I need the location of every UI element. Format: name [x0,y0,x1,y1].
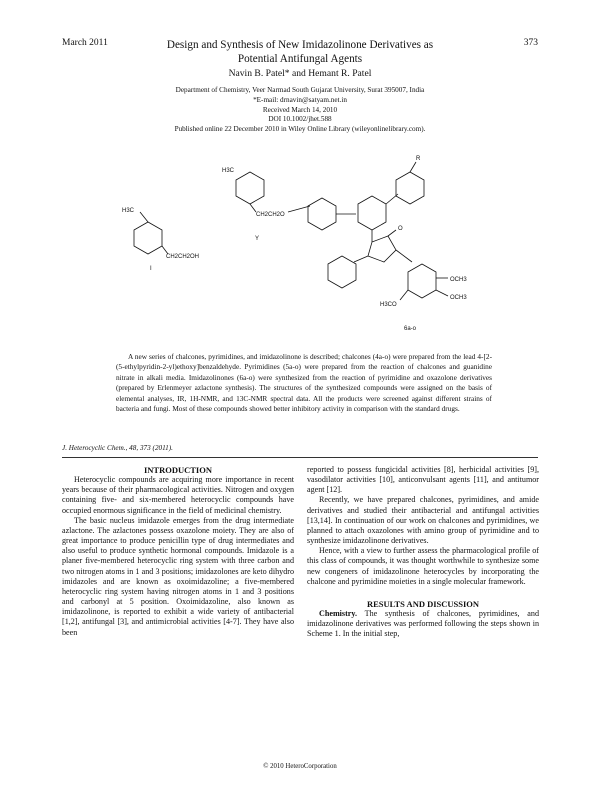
department: Department of Chemistry, Veer Narmad South Gujarat University, Surat 395007, India [175,86,425,94]
intro-paragraph-5: Hence, with a view to further assess the pharmacological profile of this class of compounds, it was thought worthwhile to synthesize some new congeners of imidazolinone heterocycles by incorporating the chalcone and pyrimidine moieties in a single molecular framework. [307,546,539,586]
intro-paragraph-3-continued: reported to possess fungicidal activities [8], herbicidal activities [9], vasodilator activities [10], anticonvulsant agents [11], and antitumor agent [12]. [307,465,539,495]
label-ch2ch2o: CH2CH2O [256,212,285,218]
page-number: 373 [523,38,538,48]
intro-paragraph-1: Heterocyclic compounds are acquiring more importance in recent years because of their pharmacological activities. Nitrogen and oxygen containing five- and six-membered heterocyclic compounds have occupied enormous significance in the field of medicinal chemistry. [62,475,294,515]
label-o: O [398,226,403,232]
label-y: Y [255,236,260,242]
pyridine-ring-left [134,222,162,254]
label-h3c-top: H3C [222,168,235,174]
phenyl-ring-middle [308,198,336,230]
abstract: A new series of chalcones, pyrimidines, and imidazolinone is described; chalcones (4a-o) were prepared from the lead 4-[2-(5-ethylpyridin-2-yl)ethoxy]benzaldehyde. Pyrimidines (5a-o) were prepared from the reaction of chalcones and guanidine nitrate in alkali media. Imidazolinones (6a-o) were synthesized from the reaction of pyrimidine and oxazolone derivatives (prepared by Erlenmeyer azlactone synthesis). The structures of the synthesized compounds were assigned on the basis of elemental analyses, IR, 1H-NMR, and 13C-NMR spectral data. All the products were screened against different strains of bacteria and fungi. Most of these compounds showed better inhibitory activity in comparison with the standard drugs. [116,352,492,414]
divider [62,457,538,458]
title-line-2: Potential Antifungal Agents [237,53,363,65]
intro-paragraph-2: The basic nucleus imidazole emerges from the drug intermediate azlactone. The azlactones possess oxazolone moiety. They are also of great importance to produce penicillin type of drug intermediates and also useful to produce synthetic hormonal compounds. Imidazole is a planer five-membered heterocyclic ring system with three carbon and two nitrogen atoms in 1 and 3 positions; imidazolones are keto dihydro imidazoles and are known as oxoimidazoline; a five-membered heterocyclic ring system having nitrogen atoms in 1 and 3 positions and carbonyl at 5 position. Oxoimidazoline, also known as imidazolinone, is reported to exhibit a wide variety of antibacterial [1,2], antifungal [3], and antimicrobial activities [4-7]. They have also been [62,515,294,637]
article-title [0,38,600,66]
phenyl-ring-lower-left [328,256,356,288]
affiliation-block [0,86,600,135]
column-right [307,465,539,640]
label-och3-b: OCH3 [450,295,467,301]
journal-citation: J. Heterocyclic Chem., 48, 373 (2011). [62,444,173,452]
chemical-scheme [110,150,530,350]
pyrimidine-ring [358,196,386,230]
trimethoxy-phenyl-ring [408,264,436,298]
email: *E-mail: drnavin@satyam.net.in [253,95,347,104]
title-line-1: Design and Synthesis of New Imidazolinone Derivatives as [166,39,434,51]
phenyl-ring-upper [396,172,424,204]
authors: Navin B. Patel* and Hemant R. Patel [228,68,372,79]
copyright-footer: © 2010 HeteroCorporation [263,763,337,770]
results-paragraph-1 [307,609,539,639]
pyridine-ring-top [236,172,264,204]
published-online: Published online 22 December 2010 in Wiley Online Library (wileyonlinelibrary.com). [174,125,426,134]
label-och3-a: OCH3 [450,277,467,283]
chemistry-lead: Chemistry. [319,609,357,619]
results-text: The synthesis of chalcones, pyrimidines, and imidazolinone derivatives was performed following the steps shown in Scheme 1. In the initial step, [307,609,539,639]
label-h3c-left: H3C [122,208,135,214]
doi: DOI 10.1002/jhet.588 [268,115,332,124]
label-ch2ch2oh: CH2CH2OH [166,254,200,260]
label-h3co: H3CO [380,302,397,308]
received-date: Received March 14, 2010 [262,105,338,114]
label-i: I [150,266,152,272]
results-heading: RESULTS AND DISCUSSION [366,598,480,609]
label-r: R [416,156,421,162]
journal-date: March 2011 [62,38,108,48]
introduction-heading: INTRODUCTION [143,465,212,475]
column-left [62,465,294,638]
label-6a-o: 6a-o [404,326,417,332]
intro-paragraph-4: Recently, we have prepared chalcones, pyrimidines, and amide derivatives and studied their antibacterial and antifungal activities [13,14]. In continuation of our work on chalcones and pyrimidines, we planned to attach oxazolones with amino group of pyrimidine and to synthesize imidazolinone derivatives. [307,495,539,546]
